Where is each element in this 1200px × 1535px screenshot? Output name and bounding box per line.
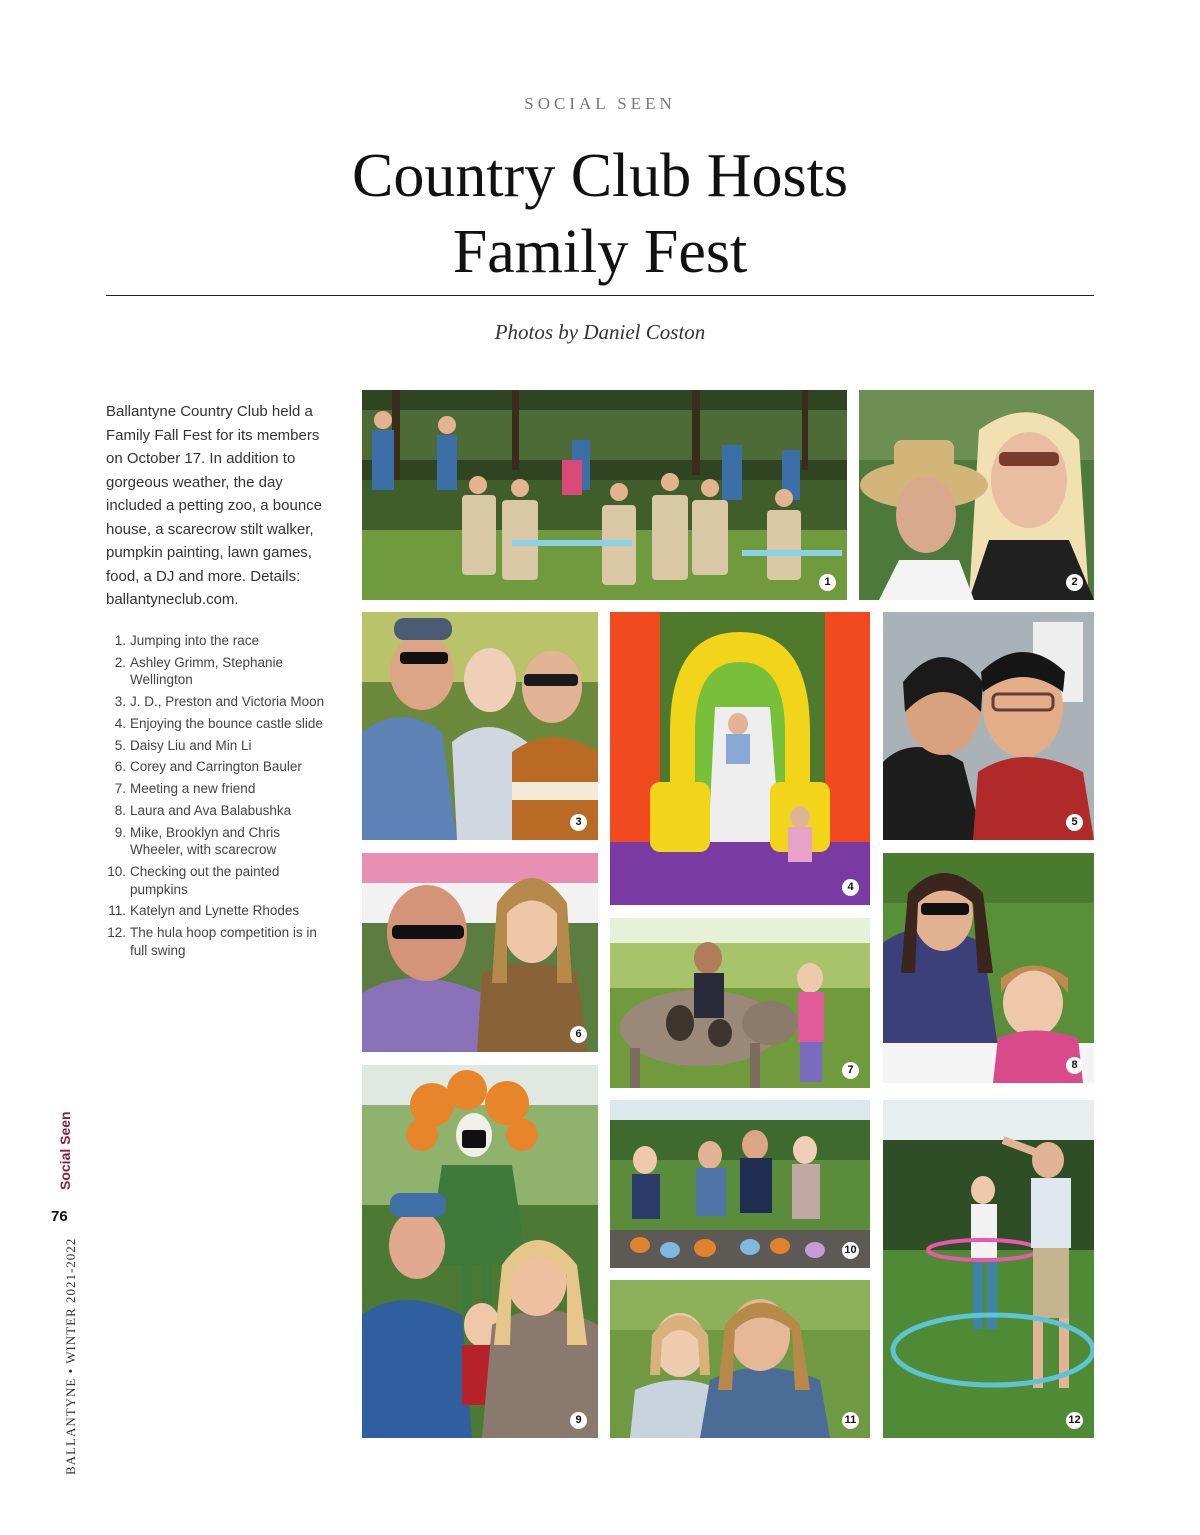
photo-number-badge: 6 xyxy=(570,1026,587,1043)
caption-item xyxy=(106,902,336,920)
photo-number-badge: 10 xyxy=(842,1242,859,1259)
photo-scarecrow-family xyxy=(362,1065,598,1438)
bounce-slide-scene xyxy=(610,612,870,905)
caption-number: 4. xyxy=(114,715,126,731)
caption-number: 1. xyxy=(114,633,126,648)
sack-race-scene xyxy=(362,390,847,600)
caption-number: 6. xyxy=(114,759,126,775)
caption-text: Meeting a new friend xyxy=(130,781,256,797)
caption-item xyxy=(106,758,336,776)
photo-number-badge: 11 xyxy=(842,1412,859,1429)
father-daughter-scene xyxy=(362,853,598,1052)
caption-item xyxy=(106,924,336,959)
caption-item xyxy=(106,802,336,820)
headline-line-2: Family Fest xyxy=(452,218,748,286)
scarecrow-family-scene xyxy=(362,1065,598,1438)
photo-number-badge: 5 xyxy=(1066,814,1083,831)
caption-text: J. D., Preston and Victoria Moon xyxy=(130,694,325,710)
photo-hula-hoop xyxy=(883,1100,1094,1438)
photo-number-badge: 12 xyxy=(1066,1412,1083,1429)
caption-item xyxy=(106,824,336,859)
caption-number: 7. xyxy=(114,781,126,797)
folio-section-name: Social Seen xyxy=(57,1111,73,1190)
section-label: SOCIAL SEEN xyxy=(524,94,676,113)
caption-text: Enjoying the bounce castle slide xyxy=(130,715,323,731)
headline xyxy=(0,138,1200,290)
photo-number-badge: 7 xyxy=(842,1062,859,1079)
page-number: 76 xyxy=(51,1208,68,1225)
caption-text: Mike, Brooklyn and Chris Wheeler, with scarecrow xyxy=(130,824,281,858)
photo-number-badge: 1 xyxy=(819,574,836,591)
photo-bounce-slide xyxy=(610,612,870,905)
caption-number: 11. xyxy=(108,903,126,919)
caption-text: Laura and Ava Balabushka xyxy=(130,803,292,819)
folio-publication: BALLANTYNE • WINTER 2021-2022 xyxy=(63,1237,78,1475)
mother-child-scene xyxy=(883,853,1094,1083)
photo-donkey xyxy=(610,918,870,1088)
photo-couple-selfie xyxy=(883,612,1094,840)
photo-father-daughter xyxy=(362,853,598,1052)
caption-item xyxy=(106,693,336,711)
caption-number: 10. xyxy=(107,864,126,880)
caption-item xyxy=(106,737,336,755)
title-divider xyxy=(106,295,1094,296)
caption-item xyxy=(106,632,336,650)
caption-number: 5. xyxy=(114,737,126,753)
caption-text: The hula hoop competition is in full swing xyxy=(130,925,317,958)
caption-number: 12. xyxy=(107,925,126,941)
photo-number-badge: 2 xyxy=(1066,574,1083,591)
photo-two-women xyxy=(859,390,1094,600)
hula-hoop-scene xyxy=(883,1100,1094,1438)
caption-number: 2. xyxy=(114,654,126,670)
mother-daughter-scene xyxy=(610,1280,870,1438)
caption-item xyxy=(106,715,336,733)
photo-mother-daughter xyxy=(610,1280,870,1438)
caption-text: Katelyn and Lynette Rhodes xyxy=(130,903,300,919)
photo-sack-race xyxy=(362,390,847,600)
couple-selfie-scene xyxy=(883,612,1094,840)
caption-item xyxy=(106,863,336,898)
photo-captions xyxy=(106,632,336,964)
photo-number-badge: 9 xyxy=(570,1412,587,1429)
caption-item xyxy=(106,780,336,798)
photo-painted-pumpkins xyxy=(610,1100,870,1268)
photo-number-badge: 8 xyxy=(1066,1057,1083,1074)
caption-text: Checking out the painted pumpkins xyxy=(130,864,280,897)
two-women-scene xyxy=(859,390,1094,600)
photo-credit: Photos by Daniel Coston xyxy=(494,320,706,344)
caption-number: 9. xyxy=(114,824,126,840)
family-scene xyxy=(362,612,598,840)
caption-text: Jumping into the race xyxy=(130,633,260,648)
donkey-scene xyxy=(610,918,870,1088)
photo-number-badge: 4 xyxy=(842,879,859,896)
caption-text: Daisy Liu and Min Li xyxy=(130,737,252,753)
caption-text: Corey and Carrington Bauler xyxy=(130,759,302,775)
caption-number: 8. xyxy=(114,803,126,819)
photo-number-badge: 3 xyxy=(570,814,587,831)
painted-pumpkins-scene xyxy=(610,1100,870,1268)
caption-text: Ashley Grimm, Stephanie Wellington xyxy=(130,654,284,688)
photo-mother-child xyxy=(883,853,1094,1083)
caption-number: 3. xyxy=(114,694,126,710)
caption-item xyxy=(106,654,336,689)
headline-line-1: Country Club Hosts xyxy=(351,142,849,210)
intro-paragraph: Ballantyne Country Club held a Family Fall Fest for its members on October 17. In addition to gorgeous weather, the day included a petting zoo, a bounce house, a scarecrow stilt walker, pumpkin painting, lawn games, food, a DJ and more. Details: ballantyneclub.com. xyxy=(106,403,322,608)
photo-family xyxy=(362,612,598,840)
